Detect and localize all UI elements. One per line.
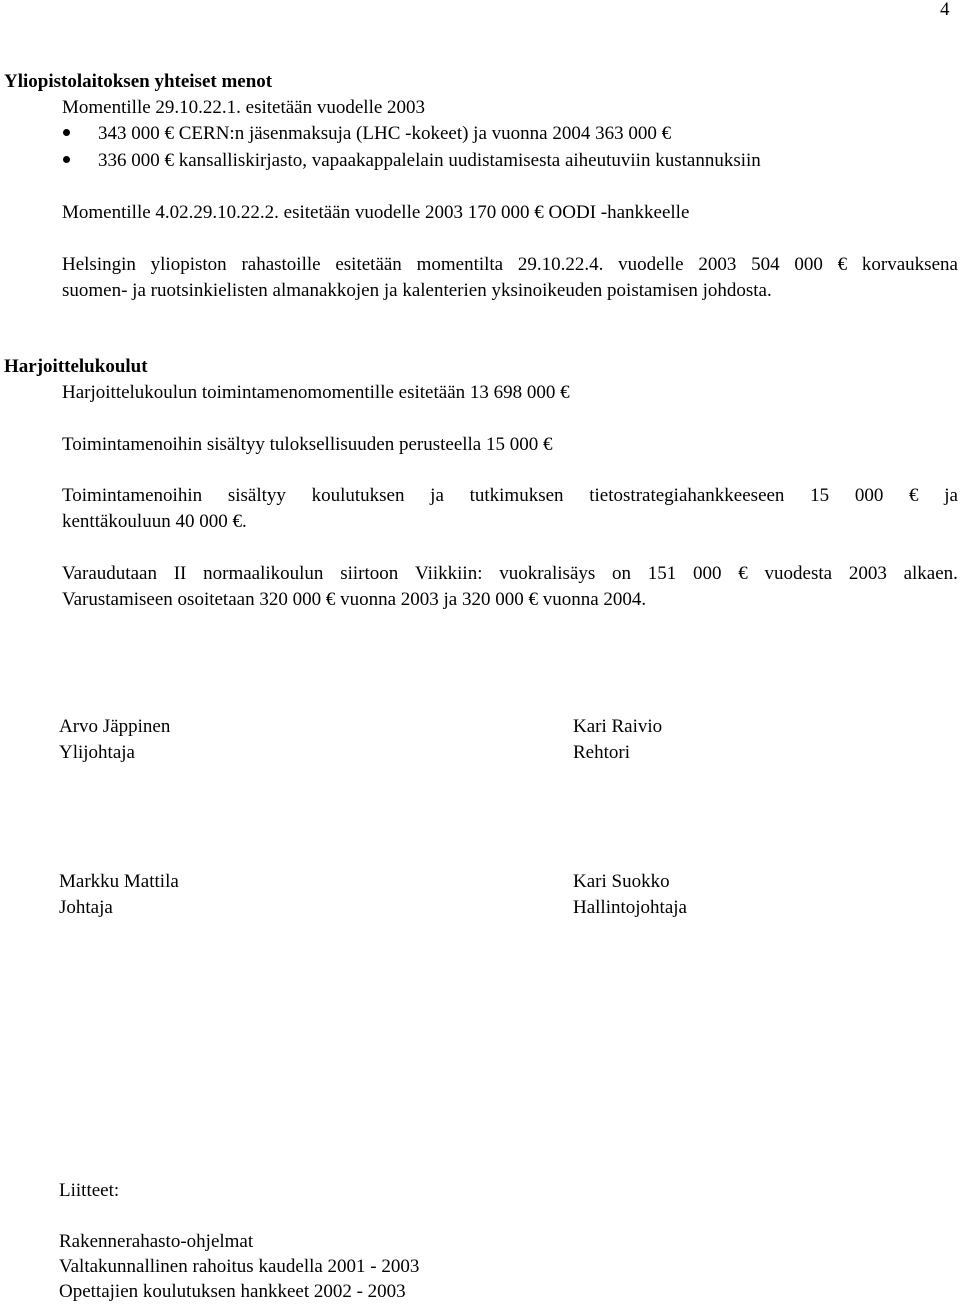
word: 000 <box>794 254 823 275</box>
word: esitetään <box>335 254 402 275</box>
word: 000 <box>854 485 884 506</box>
word: tietostrategiahankkeeseen <box>589 485 785 506</box>
paragraph-tietostrategia-line-2: kenttäkouluun 40 000 €. <box>62 511 247 532</box>
paragraph-tuloksellisuus: Toimintamenoihin sisältyy tuloksellisuuden perusteella 15 000 € <box>62 434 553 455</box>
paragraph-tietostrategia-line-1 <box>62 483 958 509</box>
attachments-label: Liitteet: <box>59 1180 120 1201</box>
section-heading-yliopistolaitos: Yliopistolaitoksen yhteiset menot <box>4 71 273 92</box>
word: yliopiston <box>150 254 227 275</box>
word: 29.10.22.4. <box>517 254 604 275</box>
bullet-item-cern: 343 000 € CERN:n jäsenmaksuja (LHC -kokeet) ja vuonna 2004 363 000 € <box>98 123 672 144</box>
word: Varaudutaan <box>62 563 157 584</box>
attachment-item: Valtakunnallinen rahoitus kaudella 2001 - 2003 <box>59 1256 420 1277</box>
word: 151 <box>647 563 677 584</box>
signature-title-johtaja: Johtaja <box>59 897 113 918</box>
word: rahastoille <box>241 254 321 275</box>
helsinki-paragraph-line-1 <box>62 252 958 278</box>
word: koulutuksen <box>311 485 405 506</box>
word: sisältyy <box>227 485 286 506</box>
word: 504 <box>751 254 780 275</box>
bullet-icon <box>63 129 70 136</box>
word: normaalikoulun <box>203 563 324 584</box>
word: vuodelle <box>618 254 684 275</box>
section-heading-harjoittelukoulut: Harjoittelukoulut <box>4 356 148 377</box>
paragraph-normaalikoulu-line-1 <box>62 561 958 587</box>
word: ja <box>430 485 444 506</box>
word: Helsingin <box>62 254 136 275</box>
word: 2003 <box>698 254 737 275</box>
word: Toimintamenoihin <box>62 485 203 506</box>
paragraph-normaalikoulu-line-2: Varustamiseen osoitetaan 320 000 € vuonna 2003 ja 320 000 € vuonna 2004. <box>62 589 647 610</box>
word: siirtoon <box>340 563 399 584</box>
word: alkaen. <box>903 563 958 584</box>
word: 2003 <box>848 563 887 584</box>
word: vuodesta <box>764 563 833 584</box>
signature-name-suokko: Kari Suokko <box>573 871 670 892</box>
paragraph-toimintamenomomentti: Harjoittelukoulun toimintamenomomentille esitetään 13 698 000 € <box>62 382 570 403</box>
word: € <box>837 254 848 275</box>
word: korvauksena <box>861 254 958 275</box>
word: on <box>612 563 632 584</box>
word: momentilta <box>416 254 504 275</box>
momentti-oodi-line: Momentille 4.02.29.10.22.2. esitetään vuodelle 2003 170 000 € OODI -hankkeelle <box>62 202 690 223</box>
word: II <box>173 563 187 584</box>
signature-name-jappinen: Arvo Jäppinen <box>59 716 171 737</box>
bullet-icon <box>63 156 70 163</box>
helsinki-paragraph-line-2: suomen- ja ruotsinkielisten almanakkojen ja kalenterien yksinoikeuden poistamisen johdosta. <box>62 280 772 301</box>
bullet-item-kansalliskirjasto: 336 000 € kansalliskirjasto, vapaakappalelain uudistamisesta aiheutuviin kustannuksiin <box>98 150 761 171</box>
signature-title-ylijohtaja: Ylijohtaja <box>59 742 135 763</box>
word: vuokralisäys <box>499 563 596 584</box>
word: 15 <box>810 485 830 506</box>
signature-title-rehtori: Rehtori <box>573 742 630 763</box>
signature-name-mattila: Markku Mattila <box>59 871 179 892</box>
page-number: 4 <box>940 0 950 20</box>
word: € <box>909 485 919 506</box>
signature-title-hallintojohtaja: Hallintojohtaja <box>573 897 687 918</box>
word: ja <box>944 485 958 506</box>
word: tutkimuksen <box>469 485 564 506</box>
intro-line: Momentille 29.10.22.1. esitetään vuodelle 2003 <box>62 97 426 118</box>
word: € <box>738 563 748 584</box>
word: 000 <box>693 563 722 584</box>
attachment-item: Rakennerahasto-ohjelmat <box>59 1231 254 1252</box>
word: Viikkiin: <box>415 563 483 584</box>
attachment-item: Opettajien koulutuksen hankkeet 2002 - 2003 <box>59 1281 406 1302</box>
signature-name-raivio: Kari Raivio <box>573 716 663 737</box>
